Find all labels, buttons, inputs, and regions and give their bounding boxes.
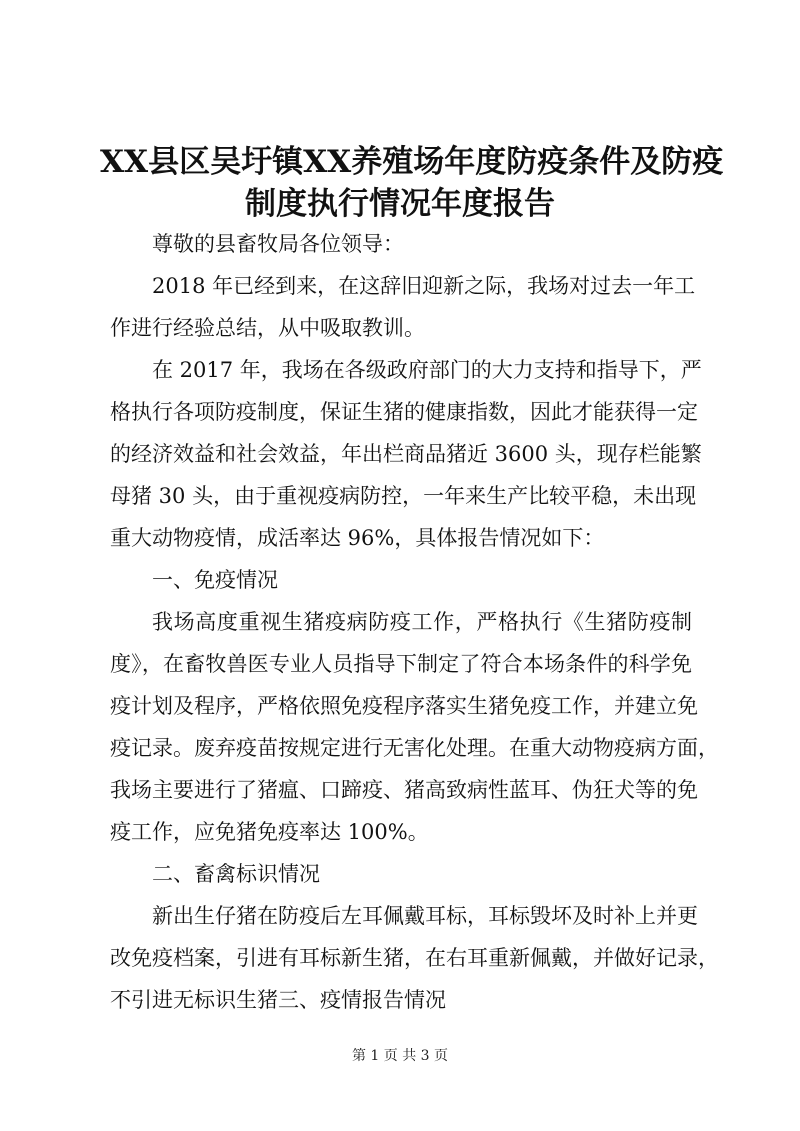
paragraph-3-line: 我场主要进行了猪瘟、口蹄疫、猪高致病性蓝耳、伪狂犬等的免 <box>110 778 698 802</box>
section-heading-immunization: 一、免疫情况 <box>152 568 278 592</box>
paragraph-4-line: 不引进无标识生猪三、疫情报告情况 <box>110 988 446 1012</box>
paragraph-2-line: 格执行各项防疫制度，保证生猪的健康指数，因此才能获得一定 <box>110 400 698 424</box>
page-indicator: 第 1 页 共 3 页 <box>351 1048 449 1064</box>
paragraph-2-line: 在 2017 年，我场在各级政府部门的大力支持和指导下，严 <box>152 358 702 382</box>
paragraph-2-line: 母猪 30 头，由于重视疫病防控，一年来生产比较平稳，未出现 <box>110 484 697 508</box>
paragraph-3-line: 疫计划及程序，严格依照免疫程序落实生猪免疫工作，并建立免 <box>110 694 698 718</box>
section-heading-livestock-marking: 二、畜禽标识情况 <box>152 862 320 886</box>
paragraph-2-line: 的经济效益和社会效益，年出栏商品猪近 3600 头，现存栏能繁 <box>110 442 702 466</box>
paragraph-3-line: 疫工作，应免猪免疫率达 100%。 <box>110 820 429 844</box>
document-title-line-1: XX县区吴圩镇XX养殖场年度防疫条件及防疫 <box>100 144 724 180</box>
paragraph-3-line: 疫记录。废弃疫苗按规定进行无害化处理。在重大动物疫病方面， <box>110 736 719 760</box>
salutation: 尊敬的县畜牧局各位领导： <box>152 232 404 256</box>
paragraph-3-line: 我场高度重视生猪疫病防疫工作，严格执行《生猪防疫制 <box>152 610 692 634</box>
paragraph-1-line: 2018 年已经到来，在这辞旧迎新之际，我场对过去一年工 <box>152 274 696 298</box>
paragraph-3-line: 度》，在畜牧兽医专业人员指导下制定了符合本场条件的科学免 <box>110 652 692 676</box>
paragraph-1-line: 作进行经验总结，从中吸取教训。 <box>110 316 425 340</box>
paragraph-2-line: 重大动物疫情，成活率达 96%，具体报告情况如下： <box>110 526 605 550</box>
document-title-line-2: 制度执行情况年度报告 <box>245 186 555 222</box>
paragraph-4-line: 新出生仔猪在防疫后左耳佩戴耳标，耳标毁坏及时补上并更 <box>152 904 698 928</box>
paragraph-4-line: 改免疫档案，引进有耳标新生猪，在右耳重新佩戴，并做好记录， <box>110 946 719 970</box>
